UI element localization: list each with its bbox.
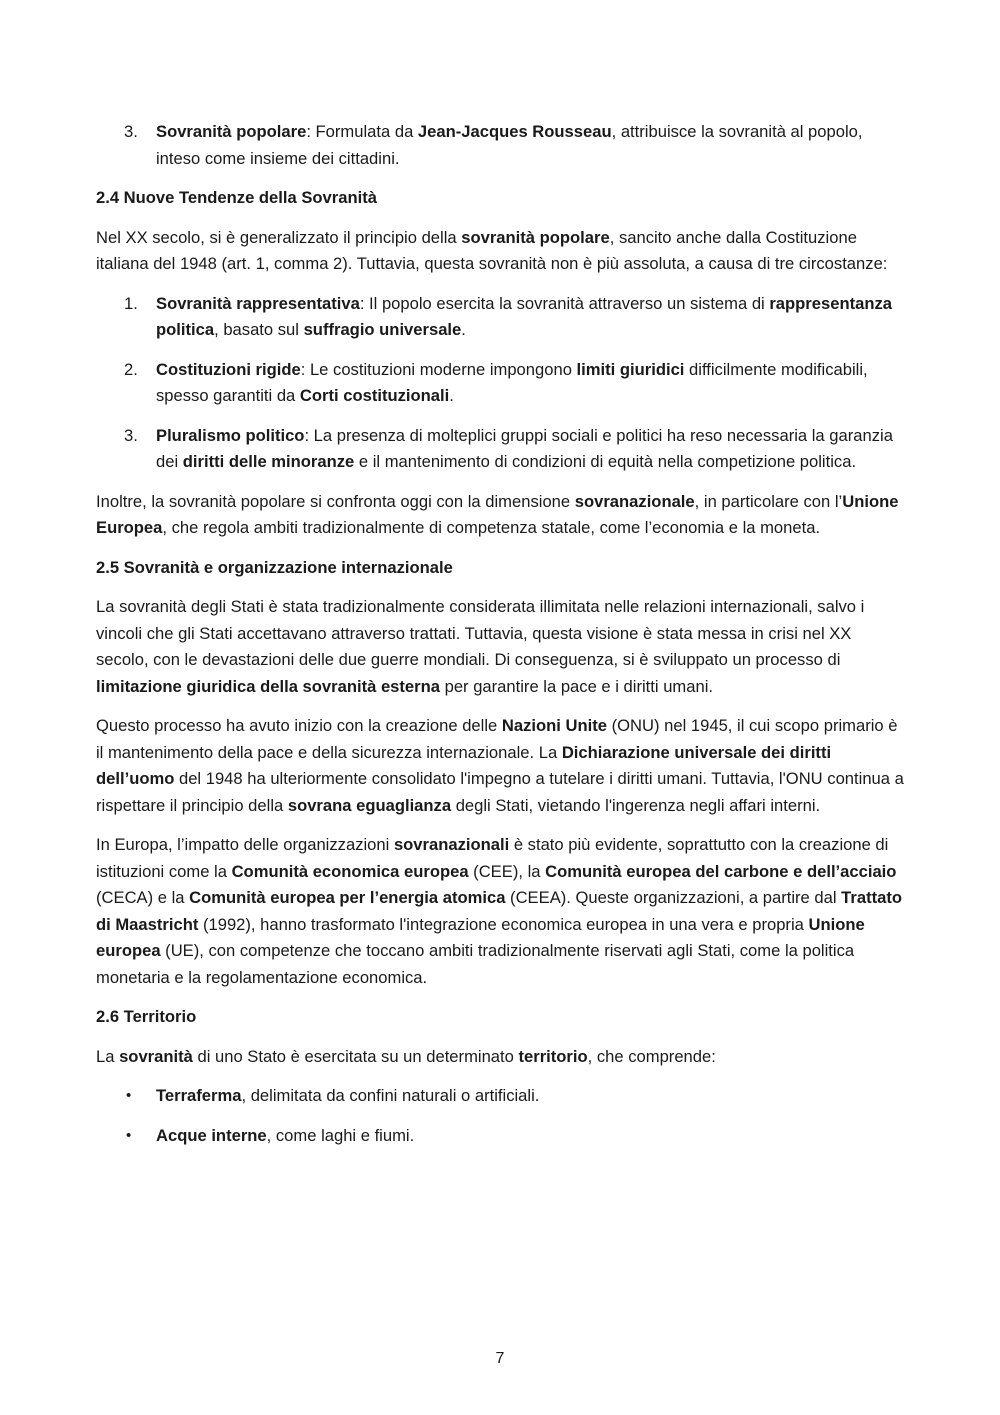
- list-marker: 3.: [124, 425, 138, 445]
- paragraph-2-4-closing: Inoltre, la sovranità popolare si confronta oggi con la dimensione sovranazionale, in particolare con l’Unione Europea, che regola ambiti tradizionalmente di competenza statale, come l’economia e la moneta.: [96, 491, 899, 537]
- paragraph-2-5-1: La sovranità degli Stati è stata tradizionalmente considerata illimitata nelle relazioni internazionali, salvo i vincoli che gli Stati accettavano attraverso trattati. Tuttavia, questa visione è stata messa in crisi nel XX secolo, con le devastazioni delle due guerre mondiali. Di conseguenza, si è sviluppato un processo di limitazione giuridica della sovranità esterna per garantire la pace e i diritti umani.: [96, 597, 865, 696]
- page-number: 7: [495, 1350, 505, 1367]
- list-item-costituzioni-rigide: [96, 357, 906, 410]
- list-item-text: Pluralismo politico: La presenza di molteplici gruppi sociali e politici ha reso necessaria la garanzia dei diritti delle minoranze e il mantenimento di condizioni di equità nella competizione politica.: [156, 425, 893, 471]
- bullet-icon: •: [126, 1087, 132, 1104]
- list-item-text: Costituzioni rigide: Le costituzioni moderne impongono limiti giuridici difficilmente modificabili, spesso garantiti da Corti costituzionali.: [156, 359, 868, 405]
- list-item-text: Sovranità popolare: Formulata da Jean-Jacques Rousseau, attribuisce la sovranità al popolo, inteso come insieme dei cittadini.: [156, 122, 863, 168]
- bullet-item-acque-interne: [96, 1123, 906, 1150]
- term: Sovranità popolare: [156, 122, 307, 141]
- document-page: [96, 119, 906, 1162]
- paragraph-2-4-intro: Nel XX secolo, si è generalizzato il principio della sovranità popolare, sancito anche dalla Costituzione italiana del 1948 (art. 1, comma 2). Tuttavia, questa sovranità non è più assoluta, a causa di tre circostanze:: [96, 227, 888, 273]
- section-heading-2-5: 2.5 Sovranità e organizzazione internazionale: [96, 557, 453, 577]
- list-marker: 2.: [124, 359, 138, 379]
- paragraph-2-6-intro: La sovranità di uno Stato è esercitata su un determinato territorio, che comprende:: [96, 1046, 716, 1066]
- bullet-item-text: Acque interne, come laghi e fiumi.: [156, 1125, 415, 1145]
- list-item-text: Sovranità rappresentativa: Il popolo esercita la sovranità attraverso un sistema di rappresentanza politica, basato sul suffragio universale.: [156, 293, 892, 339]
- bullet-item-text: Terraferma, delimitata da confini naturali o artificiali.: [156, 1086, 540, 1105]
- paragraph-2-5-3: In Europa, l’impatto delle organizzazioni sovranazionali è stato più evidente, soprattutto con la creazione di istituzioni come la Comunità economica europea (CEE), la Comunità europea del carbone e dell’acciaio (CECA) e la Comunità europea per l’energia atomica (CEEA). Queste organizzazioni, a partire dal Trattato di Maastricht (1992), hanno trasformato l'integrazione economica europea in una vera e propria Unione europea (UE), con competenze che toccano ambiti tradizionalmente riservati agli Stati, come la politica monetaria e la regolamentazione economica.: [96, 835, 903, 987]
- bullet-item-terraferma: [96, 1083, 906, 1110]
- list-marker: 3.: [124, 122, 138, 141]
- section-heading-2-4: 2.4 Nuove Tendenze della Sovranità: [96, 188, 377, 207]
- list-marker: 1.: [124, 293, 138, 313]
- bullet-icon: •: [126, 1126, 132, 1144]
- paragraph-2-5-2: Questo processo ha avuto inizio con la creazione delle Nazioni Unite (ONU) nel 1945, il cui scopo primario è il mantenimento della pace e della sicurezza internazionale. La Dichiarazione universale dei diritti dell’uomo del 1948 ha ulteriormente consolidato l'impegno a tutelare i diritti umani. Tuttavia, l'ONU continua a rispettare il principio della sovrana eguaglianza degli Stati, vietando l'ingerenza negli affari interni.: [96, 716, 904, 815]
- list-item-sovranita-popolare: [96, 119, 906, 172]
- list-item-pluralismo-politico: [96, 423, 906, 476]
- section-heading-2-6: 2.6 Territorio: [96, 1007, 197, 1026]
- list-item-sovranita-rappresentativa: [96, 291, 906, 344]
